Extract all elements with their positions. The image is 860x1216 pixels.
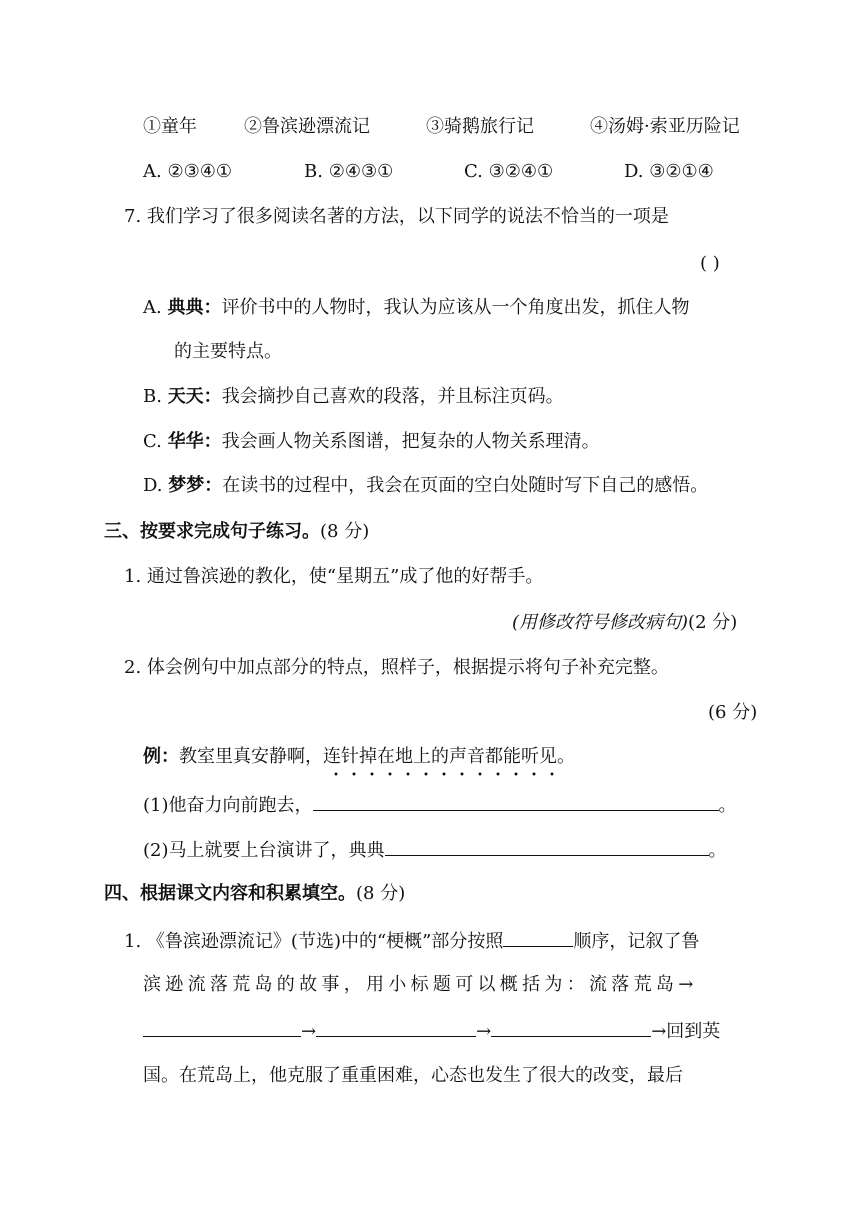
q7-stem bbox=[124, 205, 669, 229]
answer-blank[interactable] bbox=[313, 792, 719, 811]
question-number: 1. bbox=[124, 566, 142, 587]
speaker-name: 典典： bbox=[167, 297, 222, 318]
arrow: → bbox=[476, 1021, 492, 1042]
sub-question-text: (2)马上就要上台演讲了，典典 bbox=[143, 840, 385, 861]
s3-q2-sub1 bbox=[143, 792, 737, 818]
option-label: B. bbox=[304, 161, 323, 182]
question-text: 顺序，记叙了鲁 bbox=[573, 931, 700, 952]
option-text: 我会摘抄自己喜欢的段落，并且标注页码。 bbox=[221, 386, 564, 407]
option-text: 在读书的过程中，我会在页面的空白处随时写下自己的感悟。 bbox=[222, 475, 709, 496]
s4-q1-line2: 滨逊流落荒岛的故事，用小标题可以概括为：流落荒岛→ bbox=[143, 974, 698, 995]
speaker-name: 梦梦： bbox=[168, 475, 223, 496]
emphasis-dotted-phrase bbox=[323, 745, 557, 769]
answer-blank[interactable] bbox=[143, 1018, 301, 1037]
q6-item-2: ②鲁滨逊漂流记 bbox=[244, 116, 370, 137]
s4-q1-line3 bbox=[143, 1018, 720, 1044]
q6-item-1: ①童年 bbox=[143, 116, 197, 137]
instruction-note: (用修改符号修改病句) bbox=[512, 612, 689, 633]
option-label: A. bbox=[143, 161, 162, 182]
end-mark: 。 bbox=[708, 840, 727, 861]
s4-q1-line4: 国。在荒岛上，他克服了重重困难，心态也发生了很大的改变，最后 bbox=[143, 1065, 683, 1086]
example-end: 。 bbox=[557, 746, 575, 767]
section-score: (8 分) bbox=[320, 521, 370, 542]
section-3-heading bbox=[104, 520, 369, 544]
answer-blank[interactable] bbox=[491, 1018, 651, 1037]
question-text: 体会例句中加点部分的特点，照样子，根据提示将句子补充完整。 bbox=[146, 657, 669, 678]
arrow: → bbox=[301, 1021, 317, 1042]
q7-option-b[interactable] bbox=[143, 385, 564, 409]
s3-q2 bbox=[124, 656, 669, 680]
q6-option-c[interactable] bbox=[464, 160, 553, 184]
option-text: ③②①④ bbox=[649, 161, 714, 182]
answer-blank[interactable] bbox=[503, 928, 573, 947]
sub-question-text: (1)他奋力向前跑去， bbox=[143, 795, 313, 816]
question-text: →回到英 bbox=[651, 1021, 721, 1042]
question-text: 《鲁滨逊漂流记》(节选)中的“梗概”部分按照 bbox=[146, 931, 504, 952]
option-label: A. bbox=[143, 297, 162, 318]
speaker-name: 华华： bbox=[167, 431, 222, 452]
q6-option-a[interactable] bbox=[143, 160, 232, 184]
q6-option-b[interactable] bbox=[304, 160, 393, 184]
question-number: 1. bbox=[124, 931, 142, 952]
dotted-text: 连针掉在地上的声音都能听见 bbox=[323, 746, 557, 767]
q7-option-a[interactable] bbox=[143, 296, 689, 320]
option-text: ②③④① bbox=[167, 161, 233, 182]
answer-blank[interactable] bbox=[385, 837, 709, 856]
option-text: ②④③① bbox=[328, 161, 394, 182]
answer-blank[interactable] bbox=[316, 1018, 476, 1037]
example-sentence bbox=[143, 745, 575, 769]
example-text: 教室里真安静啊， bbox=[179, 746, 323, 767]
q7-answer-bracket[interactable]: ( ) bbox=[700, 253, 720, 274]
question-text: 通过鲁滨逊的教化，使“星期五”成了他的好帮手。 bbox=[146, 566, 544, 587]
q6-item-3: ③骑鹅旅行记 bbox=[426, 116, 534, 137]
option-text: 我会画人物关系图谱，把复杂的人物关系理清。 bbox=[221, 431, 600, 452]
q7-option-a-cont: 的主要特点。 bbox=[174, 341, 282, 362]
option-label: B. bbox=[143, 386, 162, 407]
end-mark: 。 bbox=[718, 795, 737, 816]
option-label: D. bbox=[624, 161, 644, 182]
emphasis-dots bbox=[323, 772, 557, 776]
s4-q1-line1 bbox=[124, 928, 699, 954]
q7-option-d[interactable] bbox=[143, 474, 708, 498]
q6-option-d[interactable] bbox=[624, 160, 714, 184]
option-label: C. bbox=[143, 431, 162, 452]
speaker-name: 天天： bbox=[167, 386, 222, 407]
q6-item-4: ④汤姆·索亚历险记 bbox=[590, 116, 740, 137]
section-title: 三、按要求完成句子练习。 bbox=[104, 521, 320, 542]
option-label: C. bbox=[464, 161, 483, 182]
s3-q2-sub2 bbox=[143, 837, 727, 863]
example-label: 例： bbox=[143, 746, 179, 767]
s3-q1 bbox=[124, 565, 543, 589]
q7-option-c[interactable] bbox=[143, 430, 600, 454]
option-text: ③②④① bbox=[488, 161, 554, 182]
section-4-heading bbox=[104, 882, 405, 906]
s3-q2-score: (6 分) bbox=[708, 702, 758, 723]
question-number: 7. bbox=[124, 206, 142, 227]
section-score: (8 分) bbox=[356, 883, 406, 904]
question-number: 2. bbox=[124, 657, 142, 678]
question-text: 我们学习了很多阅读名著的方法，以下同学的说法不恰当的一项是 bbox=[146, 206, 669, 227]
section-title: 四、根据课文内容和积累填空。 bbox=[104, 883, 356, 904]
question-score: (2 分) bbox=[688, 612, 738, 633]
option-text: 评价书中的人物时，我认为应该从一个角度出发，抓住人物 bbox=[221, 297, 690, 318]
option-label: D. bbox=[143, 475, 163, 496]
s3-q1-note bbox=[512, 611, 737, 635]
